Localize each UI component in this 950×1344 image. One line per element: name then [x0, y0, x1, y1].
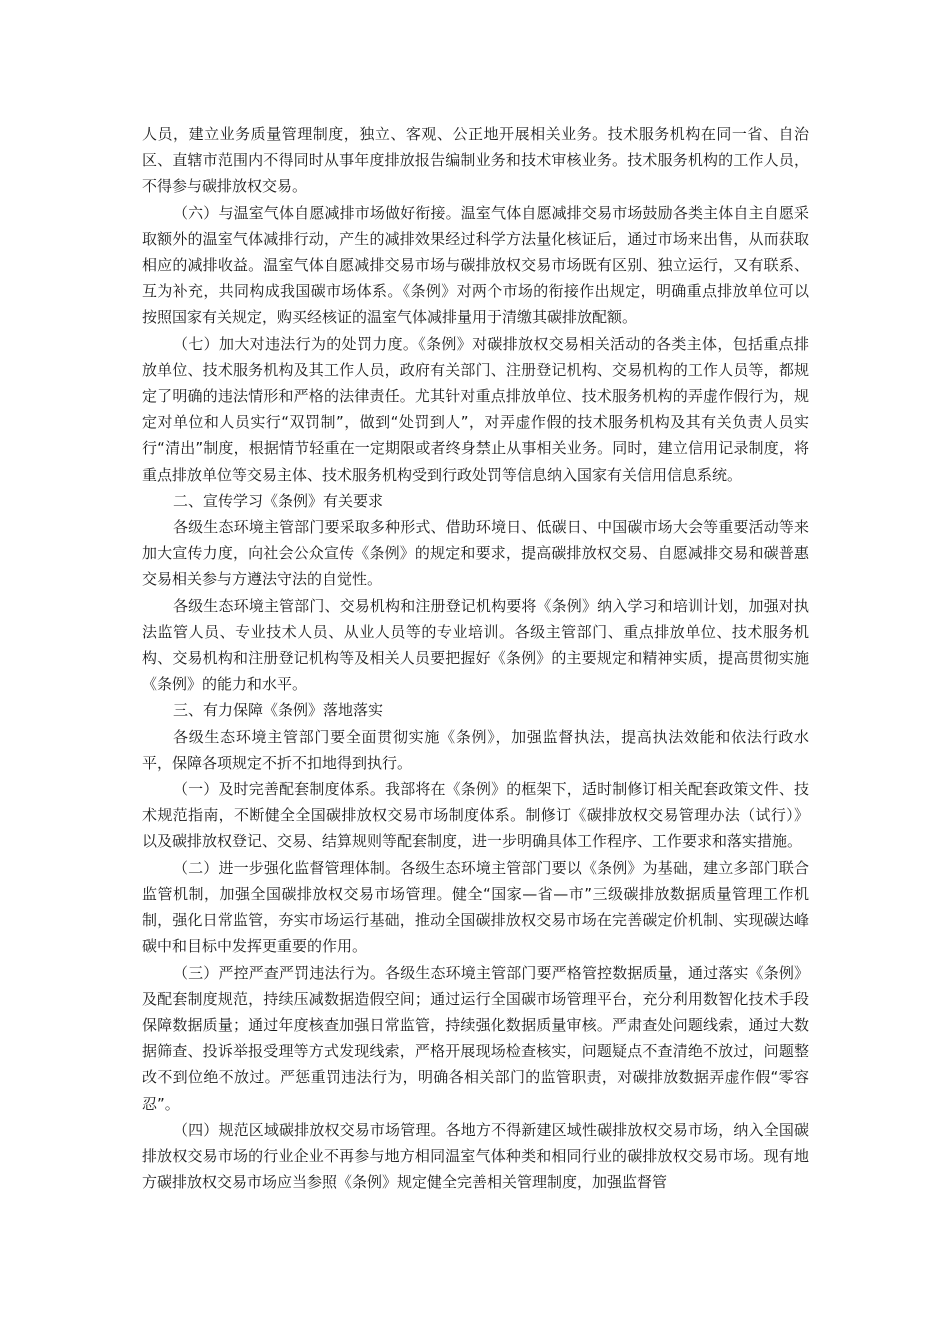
- paragraph-3-2: （二）进一步强化监督管理体制。各级生态环境主管部门要以《条例》为基础，建立多部门联合监管机制，加强全国碳排放权交易市场管理。健全“国家—省—市”三级碳排放数据质量管理工作机制，强化日常监管，夯实市场运行基础，推动全国碳排放权交易市场在完善碳定价机制、实现碳达峰碳中和目标中发挥更重要的作用。: [142, 858, 809, 956]
- paragraph-3-3: （三）严控严查严罚违法行为。各级生态环境主管部门要严格管控数据质量，通过落实《条例》及配套制度规范，持续压减数据造假空间；通过运行全国碳市场管理平台，充分利用数智化技术手段保障数据质量；通过年度核查加强日常监管，持续强化数据质量审核。严肃查处问题线索，通过大数据筛查、投诉举报受理等方式发现线索，严格开展现场检查核实，问题疑点不查清绝不放过，问题整改不到位绝不放过。严惩重罚违法行为，明确各相关部门的监管职责，对碳排放数据弄虚作假“零容忍”。: [142, 963, 809, 1113]
- paragraph-training: 各级生态环境主管部门、交易机构和注册登记机构要将《条例》纳入学习和培训计划，加强对执法监管人员、专业技术人员、从业人员等的专业培训。各级主管部门、重点排放单位、技术服务机构、交易机构和注册登记机构等及相关人员要把握好《条例》的主要规定和精神实质，提高贯彻实施《条例》的能力和水平。: [142, 596, 809, 694]
- paragraph-section-7: （七）加大对违法行为的处罚力度。《条例》对碳排放权交易相关活动的各类主体，包括重点排放单位、技术服务机构及其工作人员，政府有关部门、注册登记机构、交易机构的工作人员等，都规定了明确的违法情形和严格的法律责任。尤其针对重点排放单位、技术服务机构的弄虚作假行为，规定对单位和人员实行“双罚制”，做到“处罚到人”，对弄虚作假的技术服务机构及其有关负责人员实行“清出”制度，根据情节轻重在一定期限或者终身禁止从事相关业务。同时，建立信用记录制度，将重点排放单位等交易主体、技术服务机构受到行政处罚等信息纳入国家有关信用信息系统。: [142, 334, 809, 484]
- heading-section-3: 三、有力保障《条例》落地落实: [173, 701, 384, 720]
- paragraph-section-6: （六）与温室气体自愿减排市场做好衔接。温室气体自愿减排交易市场鼓励各类主体自主自愿采取额外的温室气体减排行动，产生的减排效果经过科学方法量化核证后，通过市场来出售，从而获取相应的减排收益。温室气体自愿减排交易市场与碳排放权交易市场既有区别、独立运行，又有联系、互为补充，共同构成我国碳市场体系。《条例》对两个市场的衔接作出规定，明确重点排放单位可以按照国家有关规定，购买经核证的温室气体减排量用于清缴其碳排放配额。: [142, 203, 809, 327]
- paragraph-publicity: 各级生态环境主管部门要采取多种形式、借助环境日、低碳日、中国碳市场大会等重要活动等来加大宣传力度，向社会公众宣传《条例》的规定和要求，提高碳排放权交易、自愿减排交易和碳普惠交易相关参与方遵法守法的自觉性。: [142, 518, 809, 589]
- document-page: [142, 121, 809, 1195]
- paragraph-continuation: 人员，建立业务质量管理制度，独立、客观、公正地开展相关业务。技术服务机构在同一省、自治区、直辖市范围内不得同时从事年度排放报告编制业务和技术审核业务。技术服务机构的工作人员，不得参与碳排放权交易。: [142, 125, 809, 196]
- heading-section-2: 二、宣传学习《条例》有关要求: [173, 491, 384, 510]
- paragraph-3-1: （一）及时完善配套制度体系。我部将在《条例》的框架下，适时制修订相关配套政策文件、技术规范指南，不断健全全国碳排放权交易市场制度体系。制修订《碳排放权交易管理办法（试行）》以及碳排放权登记、交易、结算规则等配套制度，进一步明确具体工作程序、工作要求和落实措施。: [142, 780, 809, 851]
- paragraph-3-4: （四）规范区域碳排放权交易市场管理。各地方不得新建区域性碳排放权交易市场，纳入全国碳排放权交易市场的行业企业不再参与地方相同温室气体种类和相同行业的碳排放权交易市场。现有地方碳排放权交易市场应当参照《条例》规定健全完善相关管理制度，加强监督管: [142, 1120, 809, 1192]
- paragraph-implementation: 各级生态环境主管部门要全面贯彻实施《条例》，加强监督执法，提高执法效能和依法行政水平，保障各项规定不折不扣地得到执行。: [142, 727, 809, 772]
